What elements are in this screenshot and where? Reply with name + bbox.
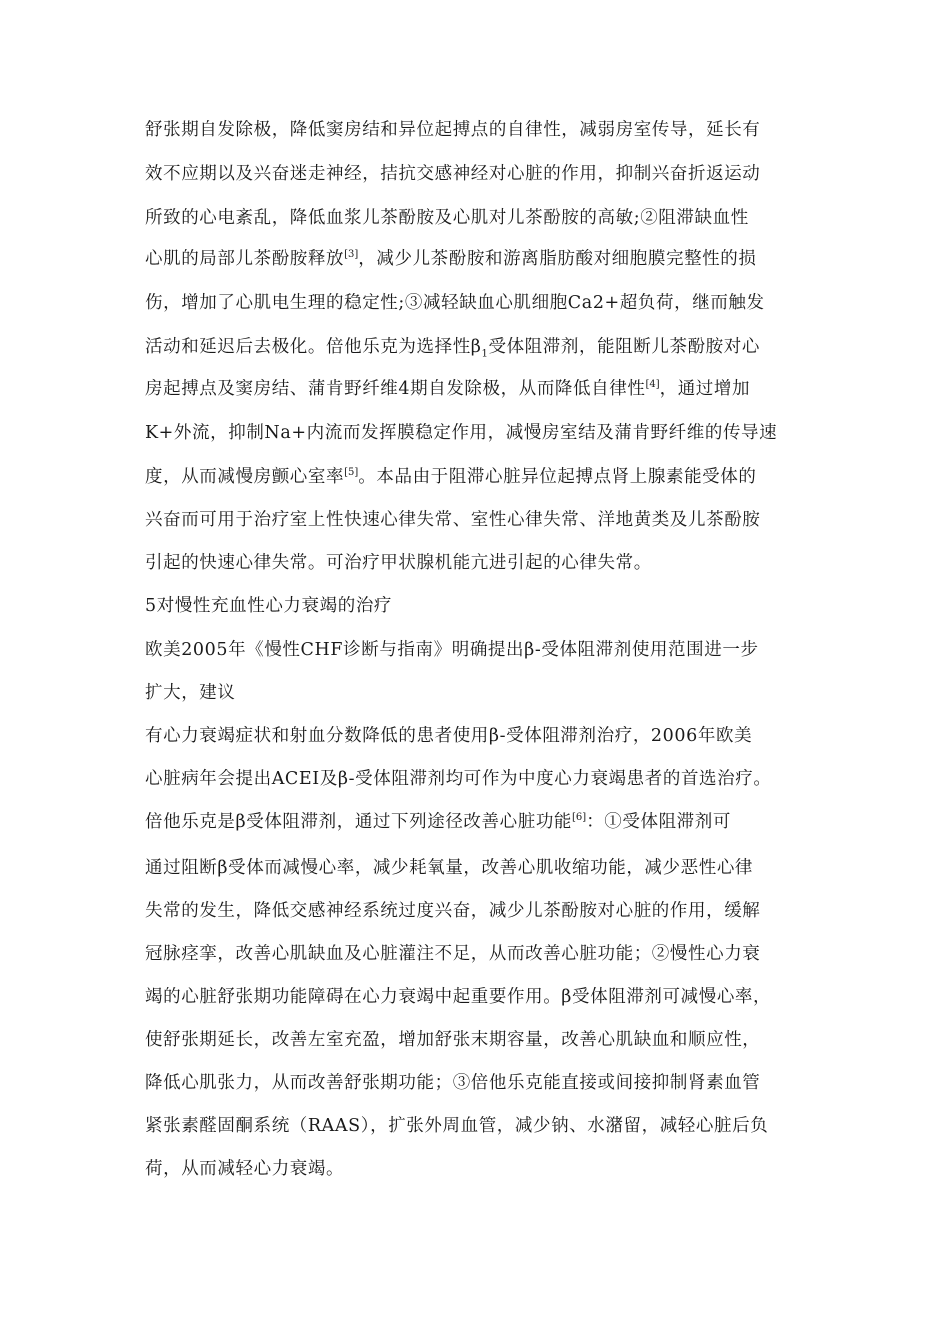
text-line: 所致的心电紊乱，降低血浆儿茶酚胺及心肌对儿茶酚胺的高敏;②阻滞缺血性: [145, 208, 749, 228]
text-line: 舒张期自发除极，降低窦房结和异位起搏点的自律性，减弱房室传导，延长有: [145, 120, 761, 140]
citation-ref[interactable]: [5]: [344, 467, 359, 479]
text-line: 兴奋而可用于治疗室上性快速心律失常、室性心律失常、洋地黄类及儿茶酚胺: [145, 510, 761, 530]
text-line: 通过阻断β受体而减慢心率，减少耗氧量，改善心肌收缩功能，减少恶性心律: [145, 858, 754, 878]
text-line: 倍他乐克是β受体阻滞剂，通过下列途径改善心脏功能[6]：①受体阻滞剂可: [145, 812, 731, 832]
text-line: 伤，增加了心肌电生理的稳定性;③减轻缺血心肌细胞Ca2+超负荷，继而触发: [145, 293, 765, 313]
text-line: 度，从而减慢房颤心室率[5]。本品由于阻滞心脏异位起搏点肾上腺素能受体的: [145, 467, 757, 487]
text-line: K+外流，抑制Na+内流而发挥膜稳定作用，减慢房室结及蒲肯野纤维的传导速: [145, 423, 778, 443]
text-line: 有心力衰竭症状和射血分数降低的患者使用β-受体阻滞剂治疗，2006年欧美: [145, 726, 753, 746]
text-line: 荷，从而减轻心力衰竭。: [145, 1159, 345, 1179]
citation-ref[interactable]: [4]: [645, 379, 660, 391]
text-line: 引起的快速心律失常。可治疗甲状腺机能亢进引起的心律失常。: [145, 553, 652, 573]
text-line: 效不应期以及兴奋迷走神经，拮抗交感神经对心脏的作用，抑制兴奋折返运动: [145, 164, 761, 184]
text-line: 心脏病年会提出ACEI及β-受体阻滞剂均可作为中度心力衰竭患者的首选治疗。: [145, 769, 772, 789]
citation-ref[interactable]: [6]: [572, 812, 587, 824]
text-line: 心肌的局部儿茶酚胺释放[3]，减少儿茶酚胺和游离脂肪酸对细胞膜完整性的损: [145, 249, 757, 269]
section-heading: 5对慢性充血性心力衰竭的治疗: [145, 596, 393, 616]
text-line: 冠脉痉挛，改善心肌缺血及心脏灌注不足，从而改善心脏功能；②慢性心力衰: [145, 944, 761, 964]
citation-ref[interactable]: [3]: [344, 249, 359, 261]
text-line: 活动和延迟后去极化。倍他乐克为选择性$\beta_1$受体阻滞剂，能阻断儿茶酚胺对心: [145, 337, 760, 360]
text-line: 紧张素醛固酮系统（RAAS），扩张外周血管，减少钠、水潴留，减轻心脏后负: [145, 1116, 769, 1136]
text-line: 使舒张期延长，改善左室充盈，增加舒张末期容量，改善心肌缺血和顺应性，: [145, 1030, 761, 1050]
text-line: 失常的发生，降低交感神经系统过度兴奋，减少儿茶酚胺对心脏的作用，缓解: [145, 901, 761, 921]
text-line: 竭的心脏舒张期功能障碍在心力衰竭中起重要作用。β受体阻滞剂可减慢心率，: [145, 987, 772, 1007]
text-line: 房起搏点及窦房结、蒲肯野纤维4期自发除极，从而降低自律性[4]，通过增加: [145, 379, 751, 399]
text-line: 扩大，建议: [145, 683, 236, 703]
text-line: 欧美2005年《慢性CHF诊断与指南》明确提出β-受体阻滞剂使用范围进一步: [145, 640, 759, 660]
text-line: 降低心肌张力，从而改善舒张期功能；③倍他乐克能直接或间接抑制肾素血管: [145, 1073, 761, 1093]
